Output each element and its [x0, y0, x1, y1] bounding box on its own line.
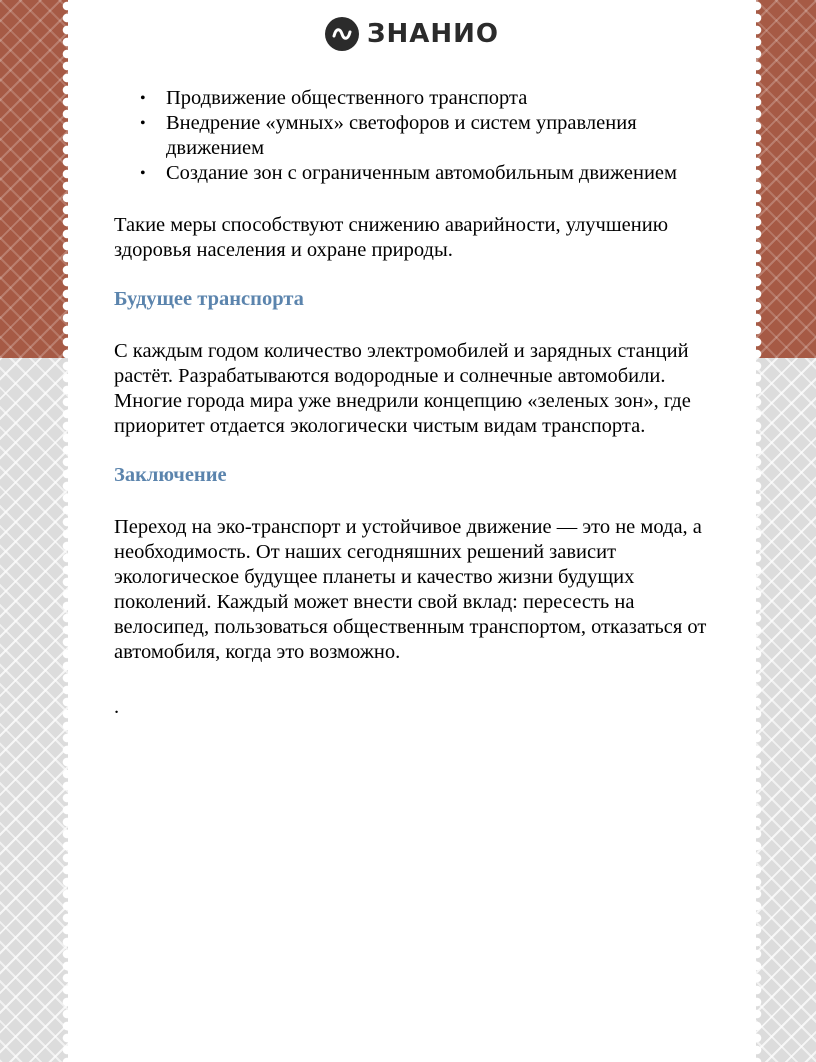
trailing-dot: .	[114, 696, 120, 718]
conclusion-paragraph: Переход на эко-транспорт и устойчивое движение — это не мода, а необходимость. От наших сегодняшних решений зависит экологическое будущее планеты и качество жизни будущих поколений. Каждый может внести свой вклад: пересесть на велосипед, пользоваться общественным транспортом, отказаться от автомобиля, когда это возможно.	[114, 516, 707, 663]
right-border-bottom-band	[756, 358, 816, 1062]
list-item: • Создание зон с ограниченным автомобильным движением	[166, 161, 724, 186]
measures-list	[114, 86, 724, 186]
document-body	[114, 86, 724, 720]
brand-name: ЗНАНИО	[367, 19, 499, 49]
list-item: • Продвижение общественного транспорта	[166, 86, 724, 111]
list-item: • Внедрение «умных» светофоров и систем управления движением	[166, 111, 724, 161]
left-decorative-border	[0, 0, 68, 1062]
measures-paragraph: Такие меры способствуют снижению аварийности, улучшению здоровья населения и охране природы.	[114, 214, 669, 261]
section-heading-future: Будущее транспорта	[114, 288, 304, 310]
right-decorative-border	[756, 0, 816, 1062]
left-border-bottom-band	[0, 358, 68, 1062]
section-heading-conclusion: Заключение	[114, 464, 227, 486]
znanio-logo-icon	[325, 17, 359, 51]
right-border-notched-edge	[756, 0, 762, 1062]
left-border-top-band	[0, 0, 68, 358]
right-border-top-band	[756, 0, 816, 358]
document-page	[68, 0, 756, 1062]
future-paragraph: С каждым годом количество электромобилей и зарядных станций растёт. Разрабатываются водородные и солнечные автомобили. Многие города мира уже внедрили концепцию «зеленых зон», где приоритет отдается экологически чистым видам транспорта.	[114, 340, 691, 437]
brand-logo	[68, 14, 756, 54]
